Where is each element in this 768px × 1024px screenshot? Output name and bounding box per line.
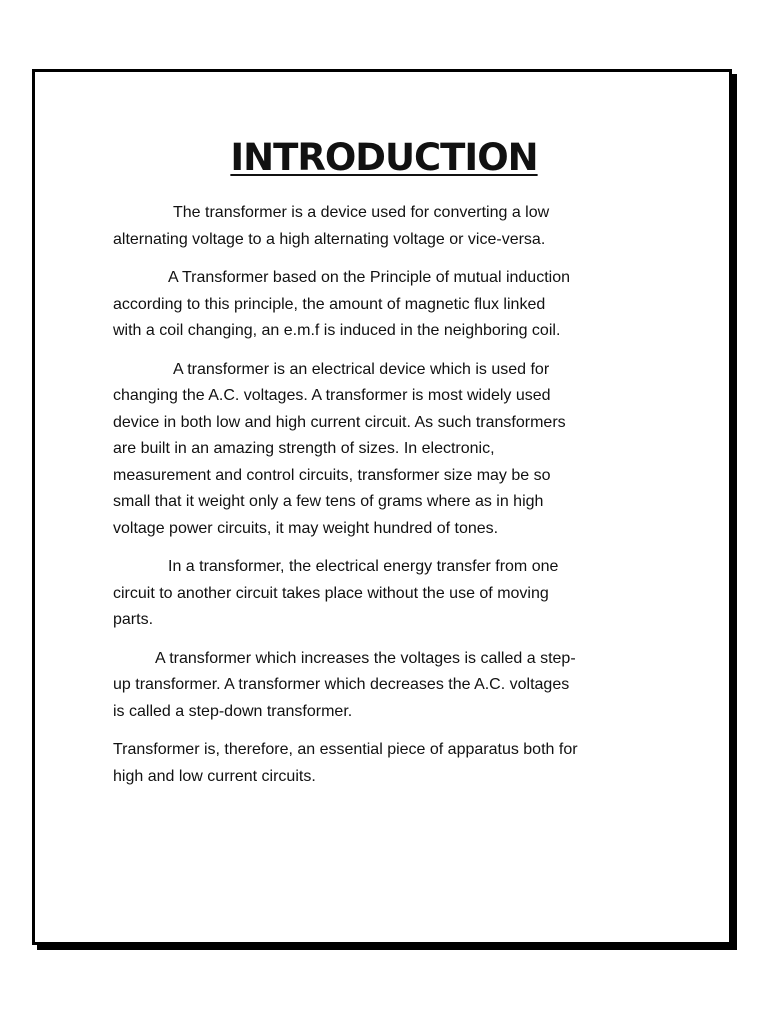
paragraph-line: circuit to another circuit takes place without the use of moving [113, 584, 549, 602]
page-title: INTRODUCTION [230, 136, 538, 179]
paragraph-line: according to this principle, the amount of magnetic flux linked [113, 295, 546, 313]
paragraph-line: are built in an amazing strength of sizes. In electronic, [113, 440, 495, 457]
paragraph-line: changing the A.C. voltages. A transformer is most widely used [113, 387, 551, 404]
paragraph-line: up transformer. A transformer which decreases the A.C. voltages [113, 676, 570, 693]
paragraph-line: small that it weight only a few tens of grams where as in high [113, 493, 544, 510]
document-body [113, 200, 658, 790]
paragraph [113, 646, 658, 726]
paragraph-line: A transformer is an electrical device which is used for [173, 360, 550, 378]
paragraph [113, 737, 658, 790]
paragraph-line: high and low current circuits. [113, 767, 316, 785]
paragraph-line: A transformer which increases the voltages is called a step- [155, 649, 576, 667]
paragraph [113, 554, 658, 634]
paragraph-line: device in both low and high current circuit. As such transformers [113, 413, 566, 431]
paragraph-line: measurement and control circuits, transformer size may be so [113, 466, 551, 484]
paragraph-line: voltage power circuits, it may weight hundred of tones. [113, 519, 499, 537]
paragraph-line: is called a step-down transformer. [113, 702, 353, 720]
paragraph-line: with a coil changing, an e.m.f is induced in the neighboring coil. [113, 322, 561, 339]
paragraph [113, 357, 658, 543]
paragraph [113, 265, 658, 345]
paragraph [113, 200, 658, 253]
paragraph-line: Transformer is, therefore, an essential piece of apparatus both for [113, 741, 578, 758]
paragraph-line: A Transformer based on the Principle of mutual induction [168, 269, 570, 286]
paragraph-line: parts. [113, 611, 154, 628]
paragraph-line: The transformer is a device used for converting a low [173, 204, 550, 221]
paragraph-line: alternating voltage to a high alternating voltage or vice-versa. [113, 230, 546, 248]
paragraph-line: In a transformer, the electrical energy transfer from one [168, 558, 559, 575]
